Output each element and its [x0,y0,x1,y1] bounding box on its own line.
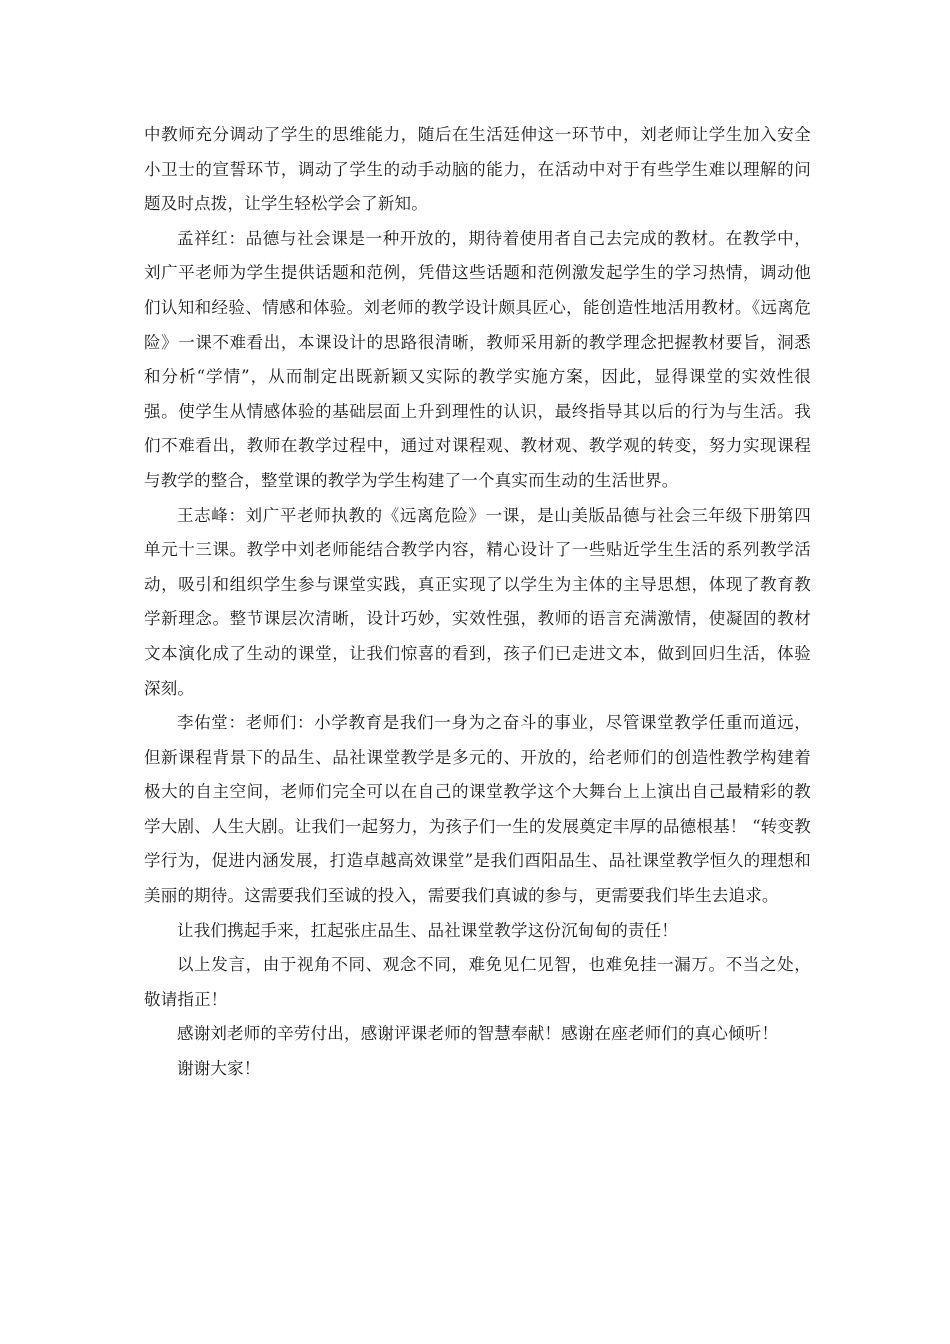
paragraph-li-youtang: 李佑堂：老师们：小学教育是我们一身为之奋斗的事业，尽管课堂教学任重而道远，但新课程背景下的品生、品社课堂教学是多元的、开放的，给老师们的创造性教学构建着极大的自主空间，老师们完全可以在自己的课堂教学这个大舞台上上演出自己最精彩的教学大剧、人生大剧。让我们一起努力，为孩子们一生的发展奠定丰厚的品德根基！ “转变教学行为，促进内涵发展，打造卓越高效课堂”是我们酉阳品生、品社课堂教学恒久的理想和美丽的期待。这需要我们至诚的投入，需要我们真诚的参与，更需要我们毕生去追求。 [144,713,811,906]
paragraph-thanks: 感谢刘老师的辛劳付出，感谢评课老师的智慧奉献！感谢在座老师们的真心倾听！ [177,1024,779,1044]
paragraph-wang-zhifeng: 王志峰：刘广平老师执教的《远离危险》一课，是山美版品德与社会三年级下册第四单元十三课。教学中刘老师能结合教学内容，精心设计了一些贴近学生生活的系列教学活动，吸引和组织学生参与课堂实践，真正实现了以学生为主体的主导思想，体现了教育教学新理念。整节课层次清晰，设计巧妙，实效性强，教师的语言充满激情，使凝固的教材文本演化成了生动的课堂，让我们惊喜的看到，孩子们已走进文本，做到回归生活，体验深刻。 [144,505,811,698]
paragraph-closing-remarks: 以上发言，由于视角不同、观念不同，难免见仁见智，也难免挂一漏万。不当之处，敬请指正！ [144,955,811,1009]
document-body [144,118,811,1087]
paragraph-continuation: 中教师充分调动了学生的思维能力，随后在生活廷伸这一环节中，刘老师让学生加入安全小卫士的宣誓环节，调动了学生的动手动脑的能力，在活动中对于有些学生难以理解的问题及时点拨，让学生轻松学会了新知。 [144,125,811,214]
paragraph-thank-you-all: 谢谢大家！ [177,1059,261,1079]
paragraph-meng-xianghong: 孟祥红：品德与社会课是一种开放的，期待着使用者自己去完成的教材。在教学中，刘广平老师为学生提供话题和范例，凭借这些话题和范例激发起学生的学习热情，调动他们认知和经验、情感和体验。刘老师的教学设计颇具匠心，能创造性地活用教材。《远离危险》一课不难看出，本课设计的思路很清晰，教师采用新的教学理念把握教材要旨，洞悉和分析“学情”，从而制定出既新颖又实际的教学实施方案，因此，显得课堂的实效性很强。使学生从情感体验的基础层面上升到理性的认识，最终指导其以后的行为与生活。我们不难看出，教师在教学过程中，通过对课程观、教材观、教学观的转变，努力实现课程与教学的整合，整堂课的教学为学生构建了一个真实而生动的生活世界。 [144,228,811,490]
paragraph-join-hands: 让我们携起手来，扛起张庄品生、品社课堂教学这份沉甸甸的责任！ [177,920,678,940]
